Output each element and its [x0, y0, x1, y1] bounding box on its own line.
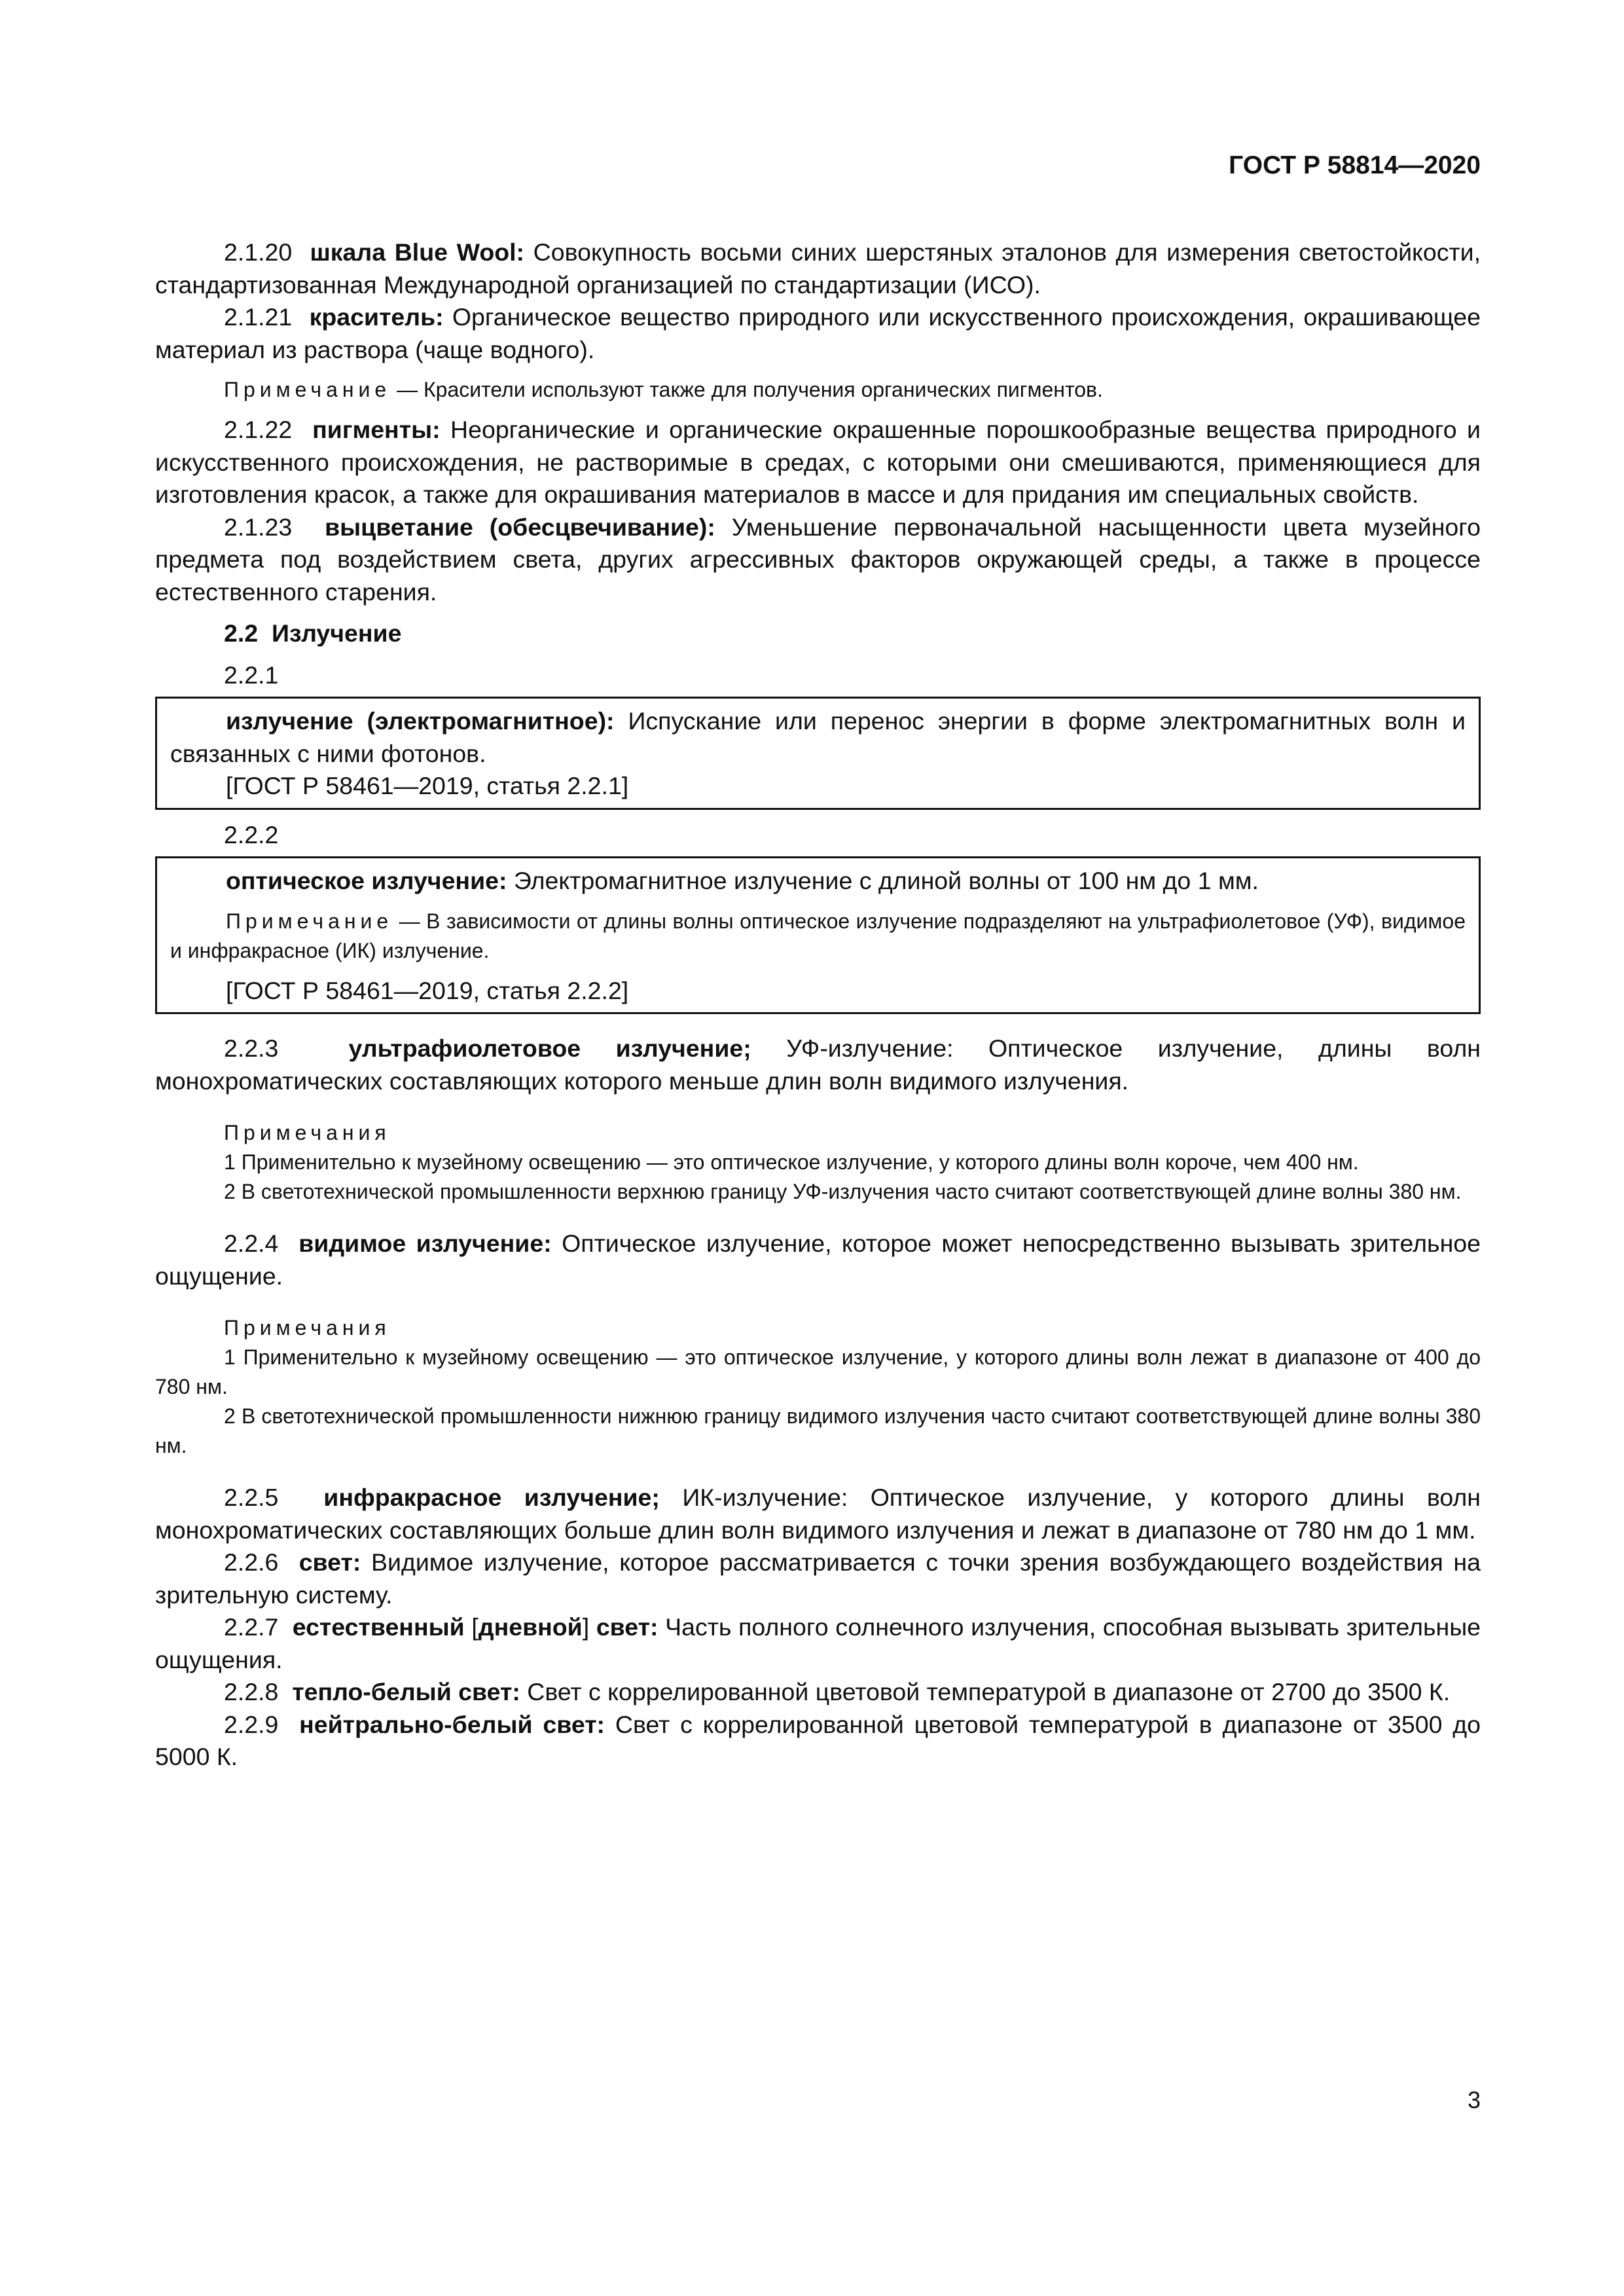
term-2-2-4: [155, 1228, 1481, 1292]
term-definition: Свет с коррелированной цветовой температурой в диапазоне от 3500 до 5000 К.: [155, 1710, 1481, 1770]
term-title-daylight: дневной: [478, 1613, 583, 1641]
term-definition: Электромагнитное излучение с длиной волны от 100 нм до 1 мм.: [507, 867, 1259, 894]
term-2-2-2: [170, 865, 1466, 898]
quoted-term-box-2-2-2: [155, 856, 1481, 1014]
quoted-term-box-2-2-1: [155, 697, 1481, 810]
term-title-light: свет:: [596, 1613, 659, 1641]
term-definition: Уменьшение первоначальной насыщенности цвета музейного предмета под воздействием света, других агрессивных факторов окружающей среды, а также в процессе естественного старения.: [155, 513, 1481, 606]
clause-number: 2.2.8: [224, 1678, 279, 1705]
note-2-2-2: [170, 907, 1466, 966]
clause-number-2-2-1: 2.2.1: [224, 661, 279, 689]
page-number: 3: [1467, 2086, 1481, 2113]
term-title: тепло-белый свет:: [292, 1678, 520, 1705]
clause-number: 2.2.7: [224, 1613, 279, 1641]
term-2-2-7: [155, 1611, 1481, 1676]
clause-number: 2.2.5: [224, 1484, 279, 1511]
clause-number: 2.2.3: [224, 1034, 279, 1062]
term-definition: Неорганические и органические окрашенные порошкообразные вещества природного и искусственного происхождения, не растворимые в средах, с которыми они смешиваются, применяющиеся для изготовления красок, а также для окрашивания материалов в массе и для придания им специальных свойств.: [155, 416, 1481, 508]
term-title: свет:: [298, 1548, 361, 1576]
term-title-natural: естественный: [292, 1613, 465, 1641]
section-title: Излучение: [271, 619, 402, 647]
section-number: 2.2: [224, 619, 259, 647]
term-2-2-8: [155, 1676, 1481, 1709]
term-title: нейтрально-белый свет:: [299, 1710, 605, 1738]
note-item: 1 Применительно к музейному освещению — это оптическое излучение, у которого длины волн короче, чем 400 нм.: [224, 1150, 1359, 1174]
term-definition: Испускание или перенос энергии в форме электромагнитных волн и связанных с ними фотонов.: [170, 707, 1466, 767]
term-definition: Видимое излучение, которое рассматривается с точки зрения возбуждающего воздействия на зрительную систему.: [155, 1548, 1481, 1609]
clause-number: 2.1.23: [224, 513, 293, 541]
term-title: излучение (электромагнитное):: [226, 707, 615, 735]
term-definition: Органическое вещество природного или искусственного происхождения, окрашивающее материал из раствора (чаще водного).: [155, 303, 1481, 363]
term-title: ультрафиолетовое излучение;: [348, 1034, 751, 1062]
term-title: инфракрасное излучение;: [323, 1484, 660, 1511]
notes-heading-2-2-4: Примечания: [224, 1316, 391, 1339]
term-definition: Свет с коррелированной цветовой температурой в диапазоне от 2700 до 3500 К.: [520, 1678, 1451, 1705]
term-2-2-9: [155, 1709, 1481, 1774]
term-definition: ИК-излучение: Оптическое излучение, у которого длины волн монохроматических составляющих больше длин волн видимого излучения и лежат в диапазоне от 780 нм до 1 мм.: [155, 1484, 1481, 1544]
term-2-2-6: [155, 1546, 1481, 1611]
note-item: 1 Применительно к музейному освещению — это оптическое излучение, у которого длины волн лежат в диапазоне от 400 до 780 нм.: [155, 1345, 1481, 1398]
source-reference: [ГОСТ Р 58461—2019, статья 2.2.2]: [226, 976, 629, 1004]
clause-number-2-2-2: 2.2.2: [224, 820, 279, 848]
note-label: Примечание: [224, 378, 391, 401]
clause-number: 2.2.4: [224, 1230, 279, 1257]
term-2-1-20: [155, 236, 1481, 301]
note-2-1-21: [155, 375, 1481, 405]
term-definition: УФ-излучение: Оптическое излучение, длины волн монохроматических составляющих которого меньше длин волн видимого излучения.: [155, 1034, 1481, 1095]
term-2-1-23: [155, 511, 1481, 609]
clause-number: 2.1.20: [224, 238, 293, 266]
term-2-2-1: [170, 705, 1466, 770]
section-heading-2-2: [155, 617, 1481, 650]
note-text: — Красители используют также для получения органических пигментов.: [391, 378, 1103, 401]
term-definition: Совокупность восьми синих шерстяных эталонов для измерения светостойкости, стандартизованная Международной организацией по стандартизации (ИСО).: [155, 238, 1481, 299]
note-label: Примечание: [226, 909, 393, 933]
term-title: шкала Blue Wool:: [310, 238, 525, 266]
term-2-1-21: [155, 301, 1481, 366]
note-item: 2 В светотехнической промышленности верхнюю границу УФ-излучения часто считают соответствующей длине волны 380 нм.: [224, 1180, 1462, 1203]
note-item: 2 В светотехнической промышленности нижнюю границу видимого излучения часто считают соответствующей длине волны 380 нм.: [155, 1404, 1481, 1457]
bracket-close: ]: [582, 1613, 596, 1641]
term-title: пигменты:: [312, 416, 441, 443]
clause-number: 2.2.6: [224, 1548, 279, 1576]
term-title: выцветание (обесцвечивание):: [325, 513, 715, 541]
page-content: [155, 147, 1481, 1774]
term-definition: Оптическое излучение, которое может непосредственно вызывать зрительное ощущение.: [155, 1230, 1481, 1290]
term-2-1-22: [155, 414, 1481, 511]
notes-heading-2-2-3: Примечания: [224, 1121, 391, 1144]
clause-number: 2.1.22: [224, 416, 293, 443]
term-title: оптическое излучение:: [226, 867, 507, 894]
clause-number: 2.1.21: [224, 303, 293, 331]
term-title: видимое излучение:: [298, 1230, 552, 1257]
source-reference: [ГОСТ Р 58461—2019, статья 2.2.1]: [226, 772, 629, 799]
document-code-header: ГОСТ Р 58814—2020: [1229, 151, 1481, 179]
term-2-2-5: [155, 1482, 1481, 1546]
bracket-open: [: [464, 1613, 478, 1641]
term-2-2-3: [155, 1032, 1481, 1097]
clause-number: 2.2.9: [224, 1710, 279, 1738]
term-title: краситель:: [309, 303, 444, 331]
term-definition: Часть полного солнечного излучения, способная вызывать зрительные ощущения.: [155, 1613, 1481, 1673]
note-text: — В зависимости от длины волны оптическое излучение подразделяют на ультрафиолетовое (УФ), видимое и инфракрасное (ИК) излучение.: [170, 909, 1466, 962]
